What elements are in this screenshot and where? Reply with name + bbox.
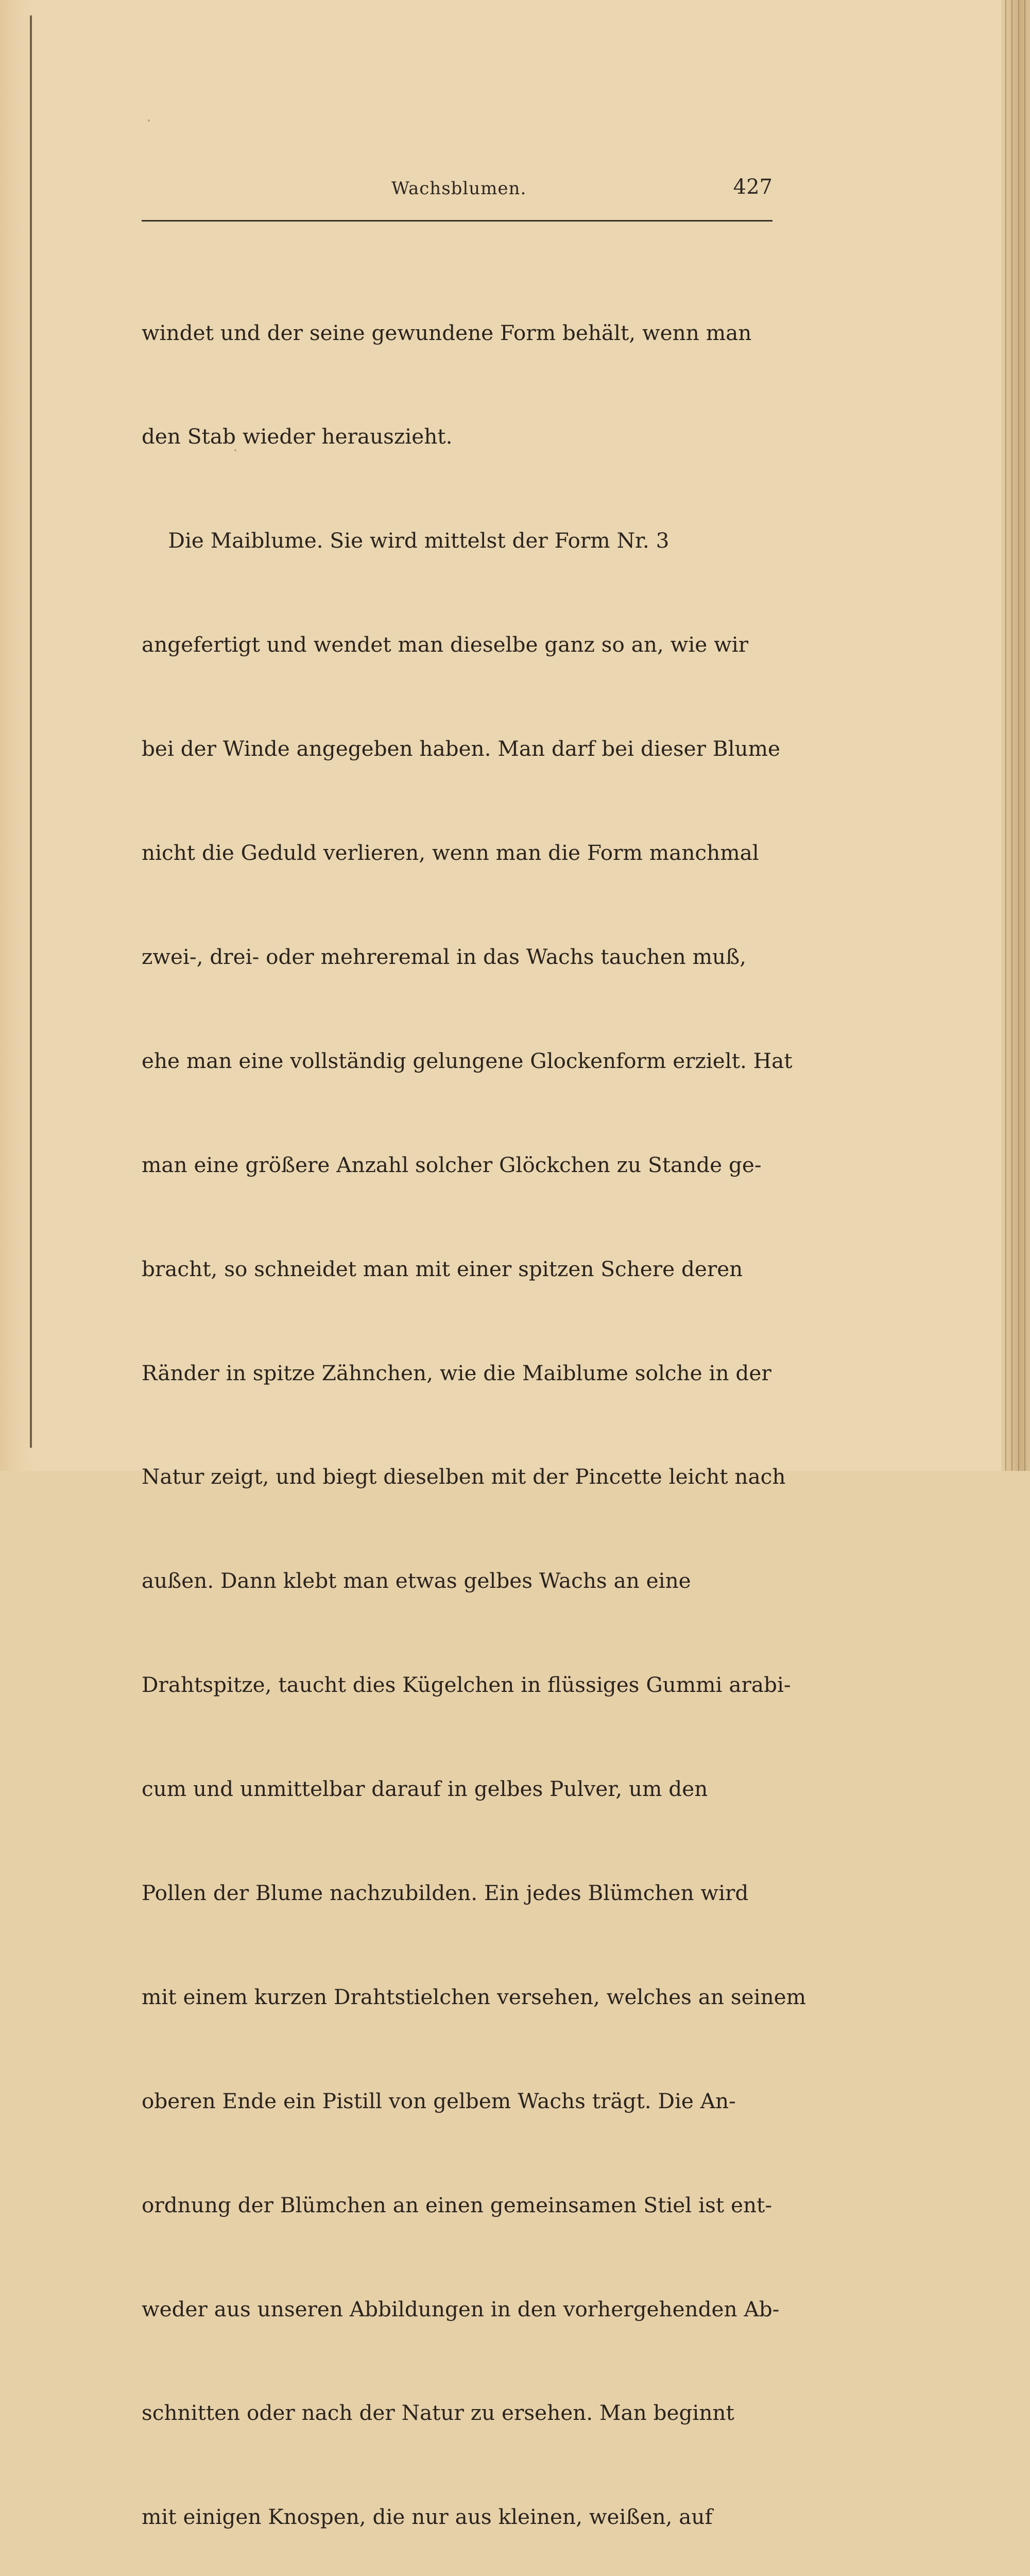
text-line: Die Maiblume. Sie wird mittelst der Form Nr. 3	[142, 528, 670, 553]
text-line: nicht die Geduld verlieren, wenn man die Form manchmal	[142, 840, 759, 866]
text-line: Drahtspitze, taucht dies Kügelchen in flüssiges Gummi arabi-	[142, 1672, 791, 1698]
text-line: angefertigt und wendet man dieselbe ganz so an, wie wir	[142, 632, 749, 657]
running-title: Wachsblumen.	[391, 178, 527, 199]
text-line: ehe man eine vollständig gelungene Glockenform erzielt. Hat	[142, 1048, 793, 1073]
text-line: Ränder in spitze Zähnchen, wie die Maiblume solche in der	[142, 1360, 771, 1385]
text-line: mit einem kurzen Drahtstielchen versehen, welches an seinem	[142, 1984, 806, 2009]
text-line: cum und unmittelbar darauf in gelbes Pulver, um den	[142, 1776, 708, 1802]
text-line: zwei-, drei- oder mehreremal in das Wachs tauchen muß,	[142, 944, 747, 969]
right-page-edge	[1001, 0, 1030, 1471]
body-text	[142, 246, 806, 2576]
header-rule	[142, 220, 772, 222]
text-line: schnitten oder nach der Natur zu ersehen. Man beginnt	[142, 2400, 734, 2426]
text-line: ordnung der Blümchen an einen gemeinsamen Stiel ist ent-	[142, 2192, 772, 2217]
text-line: oberen Ende ein Pistill von gelbem Wachs trägt. Die An-	[142, 2088, 736, 2113]
left-page-edge	[0, 0, 36, 1471]
gutter-line	[30, 15, 32, 1448]
text-line: bei der Winde angegeben haben. Man darf bei dieser Blume	[142, 736, 780, 761]
text-line: bracht, so schneidet man mit einer spitzen Schere deren	[142, 1256, 743, 1281]
page-number: 427	[733, 175, 772, 199]
text-line: man eine größere Anzahl solcher Glöckchen zu Stande ge-	[142, 1152, 762, 1177]
text-line: weder aus unseren Abbildungen in den vorhergehenden Ab-	[142, 2296, 780, 2321]
text-line: Pollen der Blume nachzubilden. Ein jedes Blümchen wird	[142, 1880, 749, 1905]
paper-speck	[148, 120, 150, 122]
text-line: windet und der seine gewundene Form behält, wenn man	[142, 320, 752, 345]
text-line: den Stab wieder herauszieht.	[142, 424, 453, 449]
text-line: mit einigen Knospen, die nur aus kleinen, weißen, auf	[142, 2504, 713, 2530]
running-header	[142, 175, 772, 206]
text-line: Natur zeigt, und biegt dieselben mit der Pincette leicht nach	[142, 1464, 786, 1489]
text-line: außen. Dann klebt man etwas gelbes Wachs an eine	[142, 1568, 691, 1594]
